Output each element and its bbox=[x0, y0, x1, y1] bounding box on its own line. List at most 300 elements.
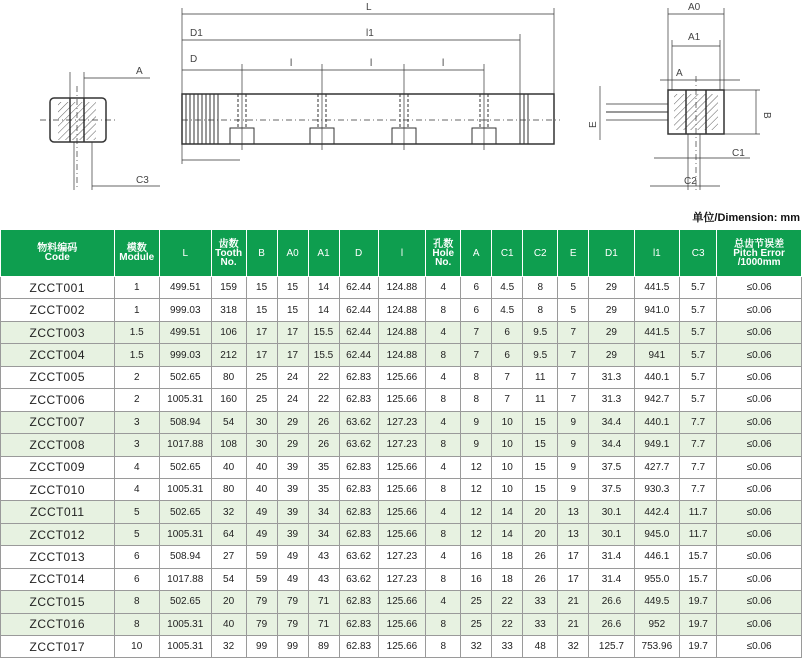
cell-C2: 33 bbox=[523, 613, 558, 635]
column-header-C3 bbox=[680, 230, 717, 277]
cell-A1: 71 bbox=[308, 591, 339, 613]
cell-C2: 26 bbox=[523, 568, 558, 590]
cell-l: 127.23 bbox=[378, 546, 425, 568]
column-header-A0 bbox=[277, 230, 308, 277]
cell-B: 15 bbox=[246, 299, 277, 321]
cell-D: 62.83 bbox=[339, 613, 378, 635]
cell-pitch: ≤0.06 bbox=[717, 299, 802, 321]
cell-C3: 19.7 bbox=[680, 613, 717, 635]
column-header-en: l1 bbox=[652, 247, 661, 259]
cell-A0: 17 bbox=[277, 321, 308, 343]
cell-code: ZCCT014 bbox=[1, 568, 115, 590]
cell-C1: 6 bbox=[492, 344, 523, 366]
column-header-en: Hole No. bbox=[432, 247, 455, 268]
cell-code: ZCCT013 bbox=[1, 546, 115, 568]
cell-tooth: 27 bbox=[211, 546, 246, 568]
cell-A: 12 bbox=[461, 501, 492, 523]
label-A0: A0 bbox=[688, 2, 701, 13]
column-header-tooth bbox=[211, 230, 246, 277]
label-A-left: A bbox=[136, 66, 143, 77]
cell-module: 8 bbox=[114, 613, 159, 635]
cell-hole: 8 bbox=[426, 478, 461, 500]
cell-A: 7 bbox=[461, 344, 492, 366]
cell-C3: 11.7 bbox=[680, 523, 717, 545]
cell-tooth: 212 bbox=[211, 344, 246, 366]
column-header-en: A bbox=[472, 247, 480, 259]
cell-hole: 8 bbox=[426, 389, 461, 411]
cell-hole: 8 bbox=[426, 344, 461, 366]
section-view bbox=[600, 8, 760, 190]
table-row bbox=[1, 613, 802, 635]
cell-L: 999.03 bbox=[159, 344, 211, 366]
cell-tooth: 54 bbox=[211, 411, 246, 433]
cell-C2: 15 bbox=[523, 434, 558, 456]
cell-D: 63.62 bbox=[339, 411, 378, 433]
cell-l: 124.88 bbox=[378, 277, 425, 299]
cell-C2: 9.5 bbox=[523, 344, 558, 366]
cell-code: ZCCT009 bbox=[1, 456, 115, 478]
table-row bbox=[1, 277, 802, 299]
cell-l: 127.23 bbox=[378, 411, 425, 433]
column-header-l1 bbox=[634, 230, 679, 277]
cell-A: 9 bbox=[461, 411, 492, 433]
cell-C3: 5.7 bbox=[680, 389, 717, 411]
cell-l: 125.66 bbox=[378, 478, 425, 500]
column-header-zh: 模数 bbox=[126, 243, 147, 254]
cell-C3: 15.7 bbox=[680, 568, 717, 590]
cell-A1: 89 bbox=[308, 636, 339, 658]
cell-D1: 37.5 bbox=[589, 456, 634, 478]
cell-module: 3 bbox=[114, 434, 159, 456]
cell-A1: 22 bbox=[308, 366, 339, 388]
cell-B: 40 bbox=[246, 456, 277, 478]
cell-A0: 29 bbox=[277, 434, 308, 456]
cell-l1: 753.96 bbox=[634, 636, 679, 658]
cell-module: 6 bbox=[114, 568, 159, 590]
column-header-en: Tooth No. bbox=[215, 247, 243, 268]
cell-l: 125.66 bbox=[378, 456, 425, 478]
cell-L: 1005.31 bbox=[159, 613, 211, 635]
label-A1: A1 bbox=[688, 32, 701, 43]
cell-C2: 15 bbox=[523, 478, 558, 500]
cell-C1: 6 bbox=[492, 321, 523, 343]
cell-D1: 34.4 bbox=[589, 411, 634, 433]
column-header-zh: 物料编码 bbox=[37, 243, 78, 254]
cell-L: 508.94 bbox=[159, 546, 211, 568]
label-L: L bbox=[366, 2, 372, 13]
cell-A0: 39 bbox=[277, 501, 308, 523]
cell-A1: 43 bbox=[308, 568, 339, 590]
table-row bbox=[1, 546, 802, 568]
cell-C1: 4.5 bbox=[492, 299, 523, 321]
cell-pitch: ≤0.06 bbox=[717, 478, 802, 500]
cell-E: 9 bbox=[558, 456, 589, 478]
cell-code: ZCCT017 bbox=[1, 636, 115, 658]
cell-D1: 30.1 bbox=[589, 523, 634, 545]
cell-A: 16 bbox=[461, 568, 492, 590]
cell-L: 502.65 bbox=[159, 591, 211, 613]
cell-E: 9 bbox=[558, 478, 589, 500]
cell-l1: 427.7 bbox=[634, 456, 679, 478]
cell-tooth: 318 bbox=[211, 299, 246, 321]
cell-D1: 26.6 bbox=[589, 613, 634, 635]
cell-D: 63.62 bbox=[339, 568, 378, 590]
cell-A0: 39 bbox=[277, 523, 308, 545]
cell-B: 25 bbox=[246, 389, 277, 411]
cell-D1: 31.3 bbox=[589, 389, 634, 411]
specification-table bbox=[0, 229, 802, 658]
cell-C1: 7 bbox=[492, 389, 523, 411]
cell-l: 124.88 bbox=[378, 299, 425, 321]
cell-C1: 18 bbox=[492, 546, 523, 568]
cell-C2: 8 bbox=[523, 299, 558, 321]
cell-L: 1005.31 bbox=[159, 389, 211, 411]
cell-l: 124.88 bbox=[378, 344, 425, 366]
cell-module: 5 bbox=[114, 523, 159, 545]
cell-code: ZCCT008 bbox=[1, 434, 115, 456]
label-l-2: l bbox=[370, 58, 373, 69]
cell-A: 12 bbox=[461, 478, 492, 500]
cell-l: 125.66 bbox=[378, 389, 425, 411]
cell-A1: 26 bbox=[308, 434, 339, 456]
cell-L: 1017.88 bbox=[159, 434, 211, 456]
cell-tooth: 32 bbox=[211, 636, 246, 658]
cell-module: 6 bbox=[114, 546, 159, 568]
cell-l: 127.23 bbox=[378, 434, 425, 456]
cell-l: 125.66 bbox=[378, 613, 425, 635]
cell-D1: 125.7 bbox=[589, 636, 634, 658]
cell-A: 25 bbox=[461, 591, 492, 613]
cell-L: 999.03 bbox=[159, 299, 211, 321]
column-header-zh: 齿数 bbox=[218, 238, 239, 250]
cell-code: ZCCT003 bbox=[1, 321, 115, 343]
cell-C2: 33 bbox=[523, 591, 558, 613]
cell-B: 17 bbox=[246, 321, 277, 343]
cell-hole: 8 bbox=[426, 613, 461, 635]
cell-code: ZCCT012 bbox=[1, 523, 115, 545]
cell-E: 17 bbox=[558, 568, 589, 590]
cell-D1: 31.4 bbox=[589, 546, 634, 568]
cell-C1: 7 bbox=[492, 366, 523, 388]
cell-L: 499.51 bbox=[159, 277, 211, 299]
cell-C3: 5.7 bbox=[680, 344, 717, 366]
cell-A1: 35 bbox=[308, 456, 339, 478]
cell-A: 9 bbox=[461, 434, 492, 456]
cell-D: 62.83 bbox=[339, 501, 378, 523]
column-header-C1 bbox=[492, 230, 523, 277]
cell-L: 502.65 bbox=[159, 501, 211, 523]
cell-l1: 440.1 bbox=[634, 411, 679, 433]
cell-A: 6 bbox=[461, 277, 492, 299]
cell-l: 125.66 bbox=[378, 366, 425, 388]
cell-l1: 949.1 bbox=[634, 434, 679, 456]
cell-E: 21 bbox=[558, 613, 589, 635]
cell-hole: 8 bbox=[426, 299, 461, 321]
column-header-en: A0 bbox=[286, 247, 299, 259]
cell-A1: 34 bbox=[308, 523, 339, 545]
cell-l1: 441.5 bbox=[634, 321, 679, 343]
cell-hole: 8 bbox=[426, 523, 461, 545]
cell-D1: 29 bbox=[589, 321, 634, 343]
cell-hole: 8 bbox=[426, 434, 461, 456]
cell-tooth: 20 bbox=[211, 591, 246, 613]
table-row bbox=[1, 344, 802, 366]
cell-A1: 22 bbox=[308, 389, 339, 411]
cell-A0: 79 bbox=[277, 613, 308, 635]
cell-l1: 955.0 bbox=[634, 568, 679, 590]
cell-C3: 5.7 bbox=[680, 321, 717, 343]
table-row bbox=[1, 478, 802, 500]
cell-code: ZCCT001 bbox=[1, 277, 115, 299]
cell-tooth: 80 bbox=[211, 366, 246, 388]
table-row bbox=[1, 568, 802, 590]
cell-tooth: 159 bbox=[211, 277, 246, 299]
cell-C1: 10 bbox=[492, 411, 523, 433]
cell-C2: 11 bbox=[523, 366, 558, 388]
cell-E: 9 bbox=[558, 411, 589, 433]
cell-C2: 20 bbox=[523, 523, 558, 545]
cell-A: 16 bbox=[461, 546, 492, 568]
label-l-3: l bbox=[442, 58, 445, 69]
cell-C1: 18 bbox=[492, 568, 523, 590]
cell-module: 1 bbox=[114, 277, 159, 299]
cell-A1: 14 bbox=[308, 299, 339, 321]
cell-L: 1005.31 bbox=[159, 636, 211, 658]
cell-A0: 24 bbox=[277, 366, 308, 388]
label-D: D bbox=[190, 54, 198, 65]
cell-C2: 48 bbox=[523, 636, 558, 658]
cell-C2: 8 bbox=[523, 277, 558, 299]
cell-D: 63.62 bbox=[339, 546, 378, 568]
column-header-en: C3 bbox=[691, 247, 705, 259]
cell-A0: 99 bbox=[277, 636, 308, 658]
cell-tooth: 64 bbox=[211, 523, 246, 545]
cell-C2: 15 bbox=[523, 456, 558, 478]
cell-code: ZCCT011 bbox=[1, 501, 115, 523]
cell-pitch: ≤0.06 bbox=[717, 501, 802, 523]
cell-hole: 4 bbox=[426, 321, 461, 343]
cell-B: 99 bbox=[246, 636, 277, 658]
cell-tooth: 32 bbox=[211, 501, 246, 523]
column-header-en: C2 bbox=[533, 247, 547, 259]
cell-C1: 14 bbox=[492, 501, 523, 523]
cell-E: 5 bbox=[558, 299, 589, 321]
cell-pitch: ≤0.06 bbox=[717, 568, 802, 590]
cell-l: 125.66 bbox=[378, 523, 425, 545]
column-header-en: C1 bbox=[500, 247, 514, 259]
cell-pitch: ≤0.06 bbox=[717, 366, 802, 388]
cell-D: 63.62 bbox=[339, 434, 378, 456]
cell-code: ZCCT004 bbox=[1, 344, 115, 366]
cell-C1: 10 bbox=[492, 456, 523, 478]
cell-A1: 26 bbox=[308, 411, 339, 433]
cell-A1: 43 bbox=[308, 546, 339, 568]
cell-A: 12 bbox=[461, 523, 492, 545]
column-header-pitch bbox=[717, 230, 802, 277]
cell-module: 1.5 bbox=[114, 344, 159, 366]
cell-D1: 31.3 bbox=[589, 366, 634, 388]
cell-D: 62.83 bbox=[339, 523, 378, 545]
cell-module: 2 bbox=[114, 389, 159, 411]
cell-C3: 7.7 bbox=[680, 411, 717, 433]
cell-A0: 49 bbox=[277, 546, 308, 568]
cell-D: 62.83 bbox=[339, 366, 378, 388]
table-body bbox=[1, 277, 802, 658]
cell-hole: 4 bbox=[426, 456, 461, 478]
cell-module: 10 bbox=[114, 636, 159, 658]
cell-C3: 11.7 bbox=[680, 501, 717, 523]
cell-C1: 10 bbox=[492, 478, 523, 500]
label-C3: C3 bbox=[136, 175, 149, 186]
cell-module: 4 bbox=[114, 456, 159, 478]
column-header-L bbox=[159, 230, 211, 277]
cell-L: 502.65 bbox=[159, 456, 211, 478]
table-row bbox=[1, 411, 802, 433]
column-header-en: A1 bbox=[317, 247, 330, 259]
cell-C1: 22 bbox=[492, 613, 523, 635]
cell-A: 25 bbox=[461, 613, 492, 635]
cell-C2: 11 bbox=[523, 389, 558, 411]
cell-l1: 440.1 bbox=[634, 366, 679, 388]
cell-A: 12 bbox=[461, 456, 492, 478]
cell-A1: 71 bbox=[308, 613, 339, 635]
cell-code: ZCCT015 bbox=[1, 591, 115, 613]
cell-code: ZCCT005 bbox=[1, 366, 115, 388]
column-header-en: l bbox=[400, 247, 404, 259]
cell-pitch: ≤0.06 bbox=[717, 344, 802, 366]
table-row bbox=[1, 523, 802, 545]
cell-l: 125.66 bbox=[378, 636, 425, 658]
cell-code: ZCCT016 bbox=[1, 613, 115, 635]
cell-l1: 941 bbox=[634, 344, 679, 366]
cell-D1: 30.1 bbox=[589, 501, 634, 523]
label-E: E bbox=[588, 121, 599, 128]
cell-C1: 4.5 bbox=[492, 277, 523, 299]
cell-l1: 952 bbox=[634, 613, 679, 635]
cell-A0: 15 bbox=[277, 277, 308, 299]
left-end-view bbox=[40, 72, 160, 190]
table-row bbox=[1, 456, 802, 478]
cell-pitch: ≤0.06 bbox=[717, 456, 802, 478]
label-A-right: A bbox=[676, 68, 683, 79]
cell-D1: 37.5 bbox=[589, 478, 634, 500]
cell-L: 1005.31 bbox=[159, 478, 211, 500]
cell-tooth: 108 bbox=[211, 434, 246, 456]
column-header-hole bbox=[426, 230, 461, 277]
cell-A: 32 bbox=[461, 636, 492, 658]
cell-module: 8 bbox=[114, 591, 159, 613]
label-C2: C2 bbox=[684, 176, 697, 187]
cell-l1: 446.1 bbox=[634, 546, 679, 568]
cell-C3: 7.7 bbox=[680, 478, 717, 500]
cell-tooth: 40 bbox=[211, 456, 246, 478]
cell-E: 5 bbox=[558, 277, 589, 299]
cell-B: 17 bbox=[246, 344, 277, 366]
cell-code: ZCCT002 bbox=[1, 299, 115, 321]
column-header-en: L bbox=[182, 247, 189, 259]
column-header-code bbox=[1, 230, 115, 277]
table-row bbox=[1, 389, 802, 411]
cell-L: 508.94 bbox=[159, 411, 211, 433]
cell-A: 6 bbox=[461, 299, 492, 321]
cell-E: 7 bbox=[558, 389, 589, 411]
cell-A: 8 bbox=[461, 389, 492, 411]
cell-A0: 39 bbox=[277, 456, 308, 478]
cell-code: ZCCT010 bbox=[1, 478, 115, 500]
cell-B: 79 bbox=[246, 591, 277, 613]
cell-A0: 39 bbox=[277, 478, 308, 500]
cell-l1: 449.5 bbox=[634, 591, 679, 613]
column-header-D1 bbox=[589, 230, 634, 277]
column-header-zh: 孔数 bbox=[433, 238, 454, 250]
cell-pitch: ≤0.06 bbox=[717, 591, 802, 613]
cell-C3: 19.7 bbox=[680, 636, 717, 658]
cell-code: ZCCT006 bbox=[1, 389, 115, 411]
cell-hole: 4 bbox=[426, 501, 461, 523]
cell-pitch: ≤0.06 bbox=[717, 546, 802, 568]
cell-D1: 31.4 bbox=[589, 568, 634, 590]
rack-technical-drawing bbox=[0, 0, 802, 200]
cell-C1: 22 bbox=[492, 591, 523, 613]
cell-l: 125.66 bbox=[378, 501, 425, 523]
cell-E: 13 bbox=[558, 523, 589, 545]
cell-l: 124.88 bbox=[378, 321, 425, 343]
cell-pitch: ≤0.06 bbox=[717, 523, 802, 545]
cell-pitch: ≤0.06 bbox=[717, 411, 802, 433]
cell-C2: 20 bbox=[523, 501, 558, 523]
cell-module: 4 bbox=[114, 478, 159, 500]
cell-D: 62.83 bbox=[339, 591, 378, 613]
cell-C3: 5.7 bbox=[680, 299, 717, 321]
cell-L: 502.65 bbox=[159, 366, 211, 388]
cell-B: 59 bbox=[246, 568, 277, 590]
cell-B: 15 bbox=[246, 277, 277, 299]
label-D1: D1 bbox=[190, 28, 203, 39]
cell-l1: 941.0 bbox=[634, 299, 679, 321]
label-l-1: l bbox=[290, 58, 293, 69]
cell-A0: 29 bbox=[277, 411, 308, 433]
cell-C2: 26 bbox=[523, 546, 558, 568]
cell-D: 62.83 bbox=[339, 456, 378, 478]
label-l1: l1 bbox=[366, 28, 374, 39]
cell-C3: 5.7 bbox=[680, 366, 717, 388]
cell-E: 21 bbox=[558, 591, 589, 613]
cell-A1: 15.5 bbox=[308, 344, 339, 366]
cell-B: 30 bbox=[246, 434, 277, 456]
cell-B: 49 bbox=[246, 523, 277, 545]
cell-code: ZCCT007 bbox=[1, 411, 115, 433]
dimension-unit-note: 单位/Dimension: mm bbox=[692, 212, 800, 224]
cell-A1: 15.5 bbox=[308, 321, 339, 343]
table-header-row bbox=[1, 230, 802, 277]
cell-l1: 945.0 bbox=[634, 523, 679, 545]
cell-module: 1 bbox=[114, 299, 159, 321]
cell-E: 7 bbox=[558, 344, 589, 366]
cell-C3: 5.7 bbox=[680, 277, 717, 299]
cell-D: 62.83 bbox=[339, 478, 378, 500]
column-header-en: Pitch Error /1000mm bbox=[733, 247, 785, 268]
label-C1: C1 bbox=[732, 148, 745, 159]
cell-hole: 4 bbox=[426, 366, 461, 388]
cell-hole: 4 bbox=[426, 411, 461, 433]
cell-D: 62.44 bbox=[339, 299, 378, 321]
cell-B: 40 bbox=[246, 478, 277, 500]
cell-l: 127.23 bbox=[378, 568, 425, 590]
cell-D: 62.83 bbox=[339, 389, 378, 411]
table-row bbox=[1, 591, 802, 613]
cell-C3: 7.7 bbox=[680, 434, 717, 456]
cell-tooth: 106 bbox=[211, 321, 246, 343]
